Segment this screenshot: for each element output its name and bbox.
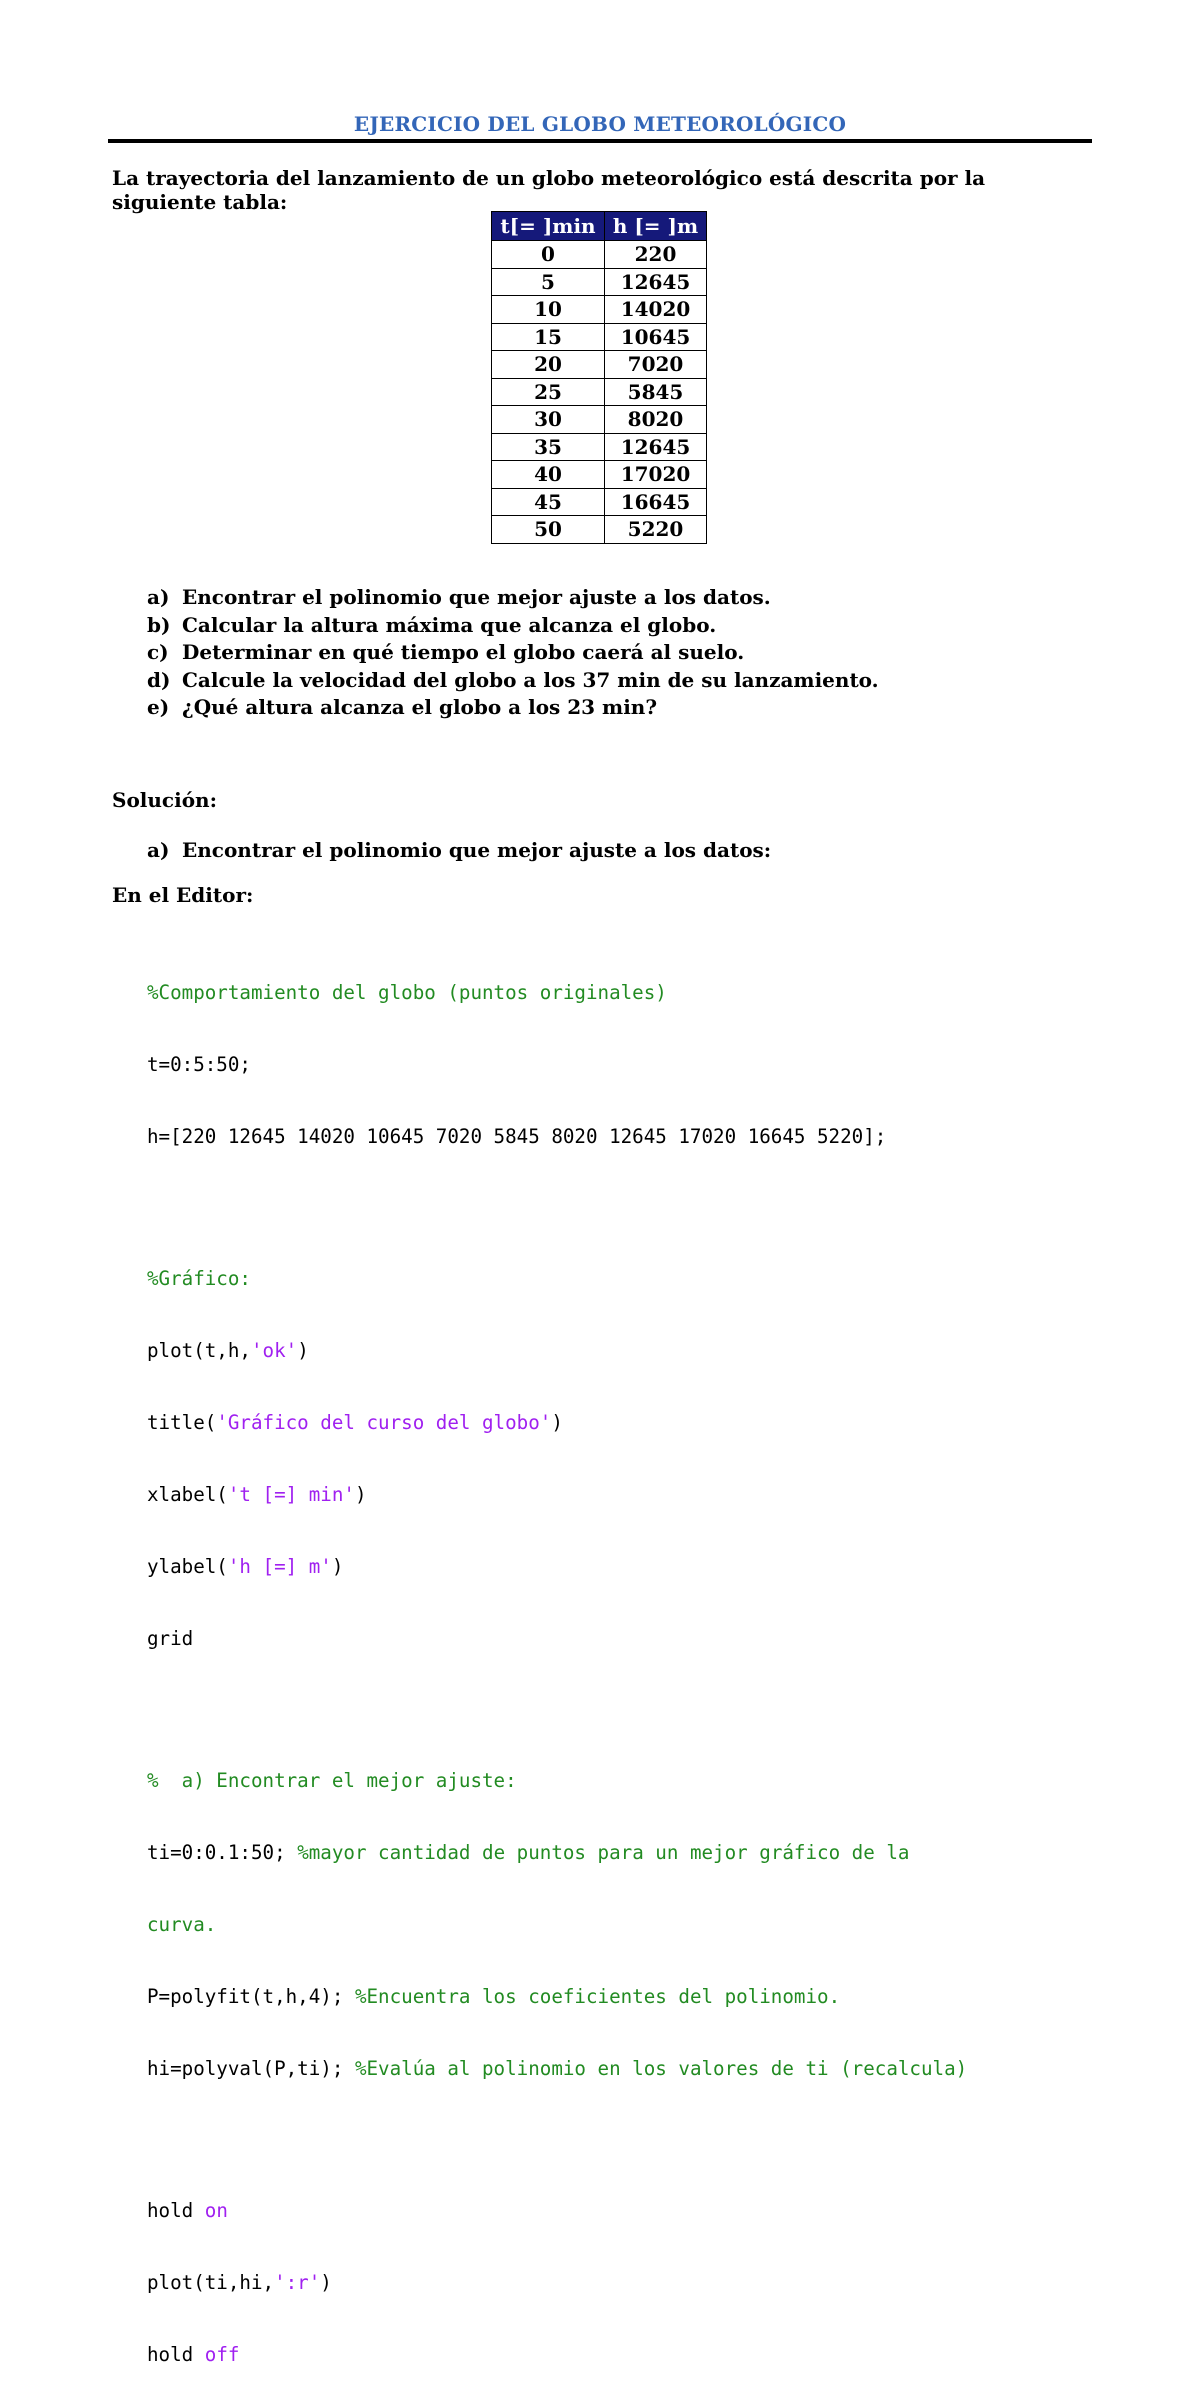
cell-height: 7020 [605, 351, 707, 379]
code-line [147, 2057, 1187, 2081]
code-line [147, 2199, 1187, 2223]
cell-height: 5220 [605, 516, 707, 544]
code-keyword: on [204, 2199, 228, 2222]
code-text: ) [551, 1411, 563, 1434]
cell-time: 0 [492, 241, 605, 269]
code-string: 'h [=] m' [227, 1555, 332, 1578]
code-text: ylabel( [147, 1555, 228, 1578]
cell-time: 40 [492, 461, 605, 489]
table-row [492, 488, 707, 516]
code-comment: %Evalúa al polinomio en los valores de ti (recalcula) [354, 2057, 968, 2080]
code-line [147, 1339, 1187, 1363]
list-item [147, 584, 879, 612]
table-row [492, 516, 707, 544]
code-blank-line [147, 1699, 1187, 1721]
table-row [492, 461, 707, 489]
code-text: plot(t,h, [147, 1339, 251, 1362]
code-text: xlabel( [147, 1483, 228, 1506]
code-string: 'ok' [250, 1339, 298, 1362]
code-line [147, 2343, 1187, 2367]
cell-time: 35 [492, 433, 605, 461]
cell-height: 16645 [605, 488, 707, 516]
list-item [147, 836, 771, 864]
solution-heading: Solución: [112, 788, 217, 812]
table-row [492, 241, 707, 269]
code-comment: %Comportamiento del globo (puntos originales) [147, 981, 667, 1004]
list-item [147, 612, 879, 640]
table-header-row [492, 212, 707, 241]
code-line [147, 1411, 1187, 1435]
cell-height: 5845 [605, 378, 707, 406]
code-text: ) [331, 1555, 344, 1578]
code-line [147, 2271, 1187, 2295]
code-line [147, 1841, 1187, 1865]
item-letter: c) [147, 640, 169, 665]
cell-time: 25 [492, 378, 605, 406]
code-line: t=0:5:50; [147, 1053, 251, 1076]
cell-height: 8020 [605, 406, 707, 434]
cell-height: 14020 [605, 296, 707, 324]
code-blank-line [147, 2129, 1187, 2151]
table-row [492, 406, 707, 434]
code-text: ) [354, 1483, 367, 1506]
code-text: ) [320, 2271, 332, 2294]
code-line [147, 1483, 1187, 1507]
code-blank-line [147, 1197, 1187, 1219]
cell-time: 45 [492, 488, 605, 516]
data-table [491, 211, 707, 544]
cell-height: 12645 [605, 433, 707, 461]
item-text: Calcular la altura máxima que alcanza el globo. [182, 612, 717, 637]
item-text: Encontrar el polinomio que mejor ajuste a los datos: [182, 838, 772, 862]
code-text: title( [147, 1411, 217, 1434]
table-row [492, 268, 707, 296]
title-rule [108, 139, 1092, 143]
item-text: Calcule la velocidad del globo a los 37 min de su lanzamiento. [182, 667, 879, 692]
table-row [492, 296, 707, 324]
cell-height: 17020 [605, 461, 707, 489]
table-row [492, 378, 707, 406]
code-comment: %mayor cantidad de puntos para un mejor gráfico de la [297, 1841, 910, 1864]
code-text: plot(ti,hi, [147, 2271, 275, 2294]
table-row [492, 351, 707, 379]
cell-time: 20 [492, 351, 605, 379]
code-block [147, 933, 1187, 2391]
code-keyword: off [204, 2343, 240, 2366]
code-string: 'Gráfico del curso del globo' [216, 1411, 552, 1434]
editor-heading: En el Editor: [112, 883, 254, 907]
code-text: P=polyfit(t,h,4); [147, 1985, 355, 2008]
item-letter: a) [147, 585, 170, 609]
list-item [147, 639, 879, 667]
cell-time: 5 [492, 268, 605, 296]
code-comment: %Encuentra los coeficientes del polinomio. [354, 1985, 841, 2008]
list-item [147, 694, 879, 722]
cell-time: 10 [492, 296, 605, 324]
cell-time: 15 [492, 323, 605, 351]
cell-height: 10645 [605, 323, 707, 351]
item-letter: e) [147, 695, 170, 720]
code-text: hold [147, 2199, 205, 2222]
solution-list [147, 836, 771, 864]
cell-height: 12645 [605, 268, 707, 296]
cell-height: 220 [605, 241, 707, 269]
code-comment: curva. [147, 1913, 217, 1936]
table-row [492, 323, 707, 351]
cell-time: 50 [492, 516, 605, 544]
code-text: hold [147, 2343, 205, 2366]
code-text: hi=polyval(P,ti); [147, 2057, 355, 2080]
code-comment: % a) Encontrar el mejor ajuste: [147, 1769, 517, 1792]
cell-time: 30 [492, 406, 605, 434]
code-line: grid [147, 1627, 194, 1650]
code-text: ) [297, 1339, 309, 1362]
item-letter: b) [147, 612, 171, 637]
intro-paragraph: La trayectoria del lanzamiento de un globo meteorológico está descrita por la siguiente tabla: [112, 166, 986, 214]
code-string: 't [=] min' [227, 1483, 355, 1506]
table-row [492, 433, 707, 461]
column-header-time: t[= ]min [492, 212, 605, 241]
questions-list [147, 584, 879, 722]
column-header-height: h [= ]m [605, 212, 707, 241]
code-line [147, 1985, 1187, 2009]
item-text: ¿Qué altura alcanza el globo a los 23 min? [182, 695, 658, 720]
code-text: ti=0:0.1:50; [147, 1841, 298, 1864]
code-line [147, 1555, 1187, 1579]
list-item [147, 667, 879, 695]
item-letter: d) [147, 667, 171, 692]
page-title: EJERCICIO DEL GLOBO METEOROLÓGICO [353, 112, 847, 136]
item-text: Determinar en qué tiempo el globo caerá al suelo. [182, 640, 745, 665]
code-comment: %Gráfico: [147, 1267, 251, 1290]
code-string: ':r' [274, 2271, 321, 2294]
item-letter: a) [147, 838, 170, 862]
code-line: h=[220 12645 14020 10645 7020 5845 8020 12645 17020 16645 5220]; [147, 1125, 887, 1148]
item-text: Encontrar el polinomio que mejor ajuste a los datos. [182, 585, 771, 609]
